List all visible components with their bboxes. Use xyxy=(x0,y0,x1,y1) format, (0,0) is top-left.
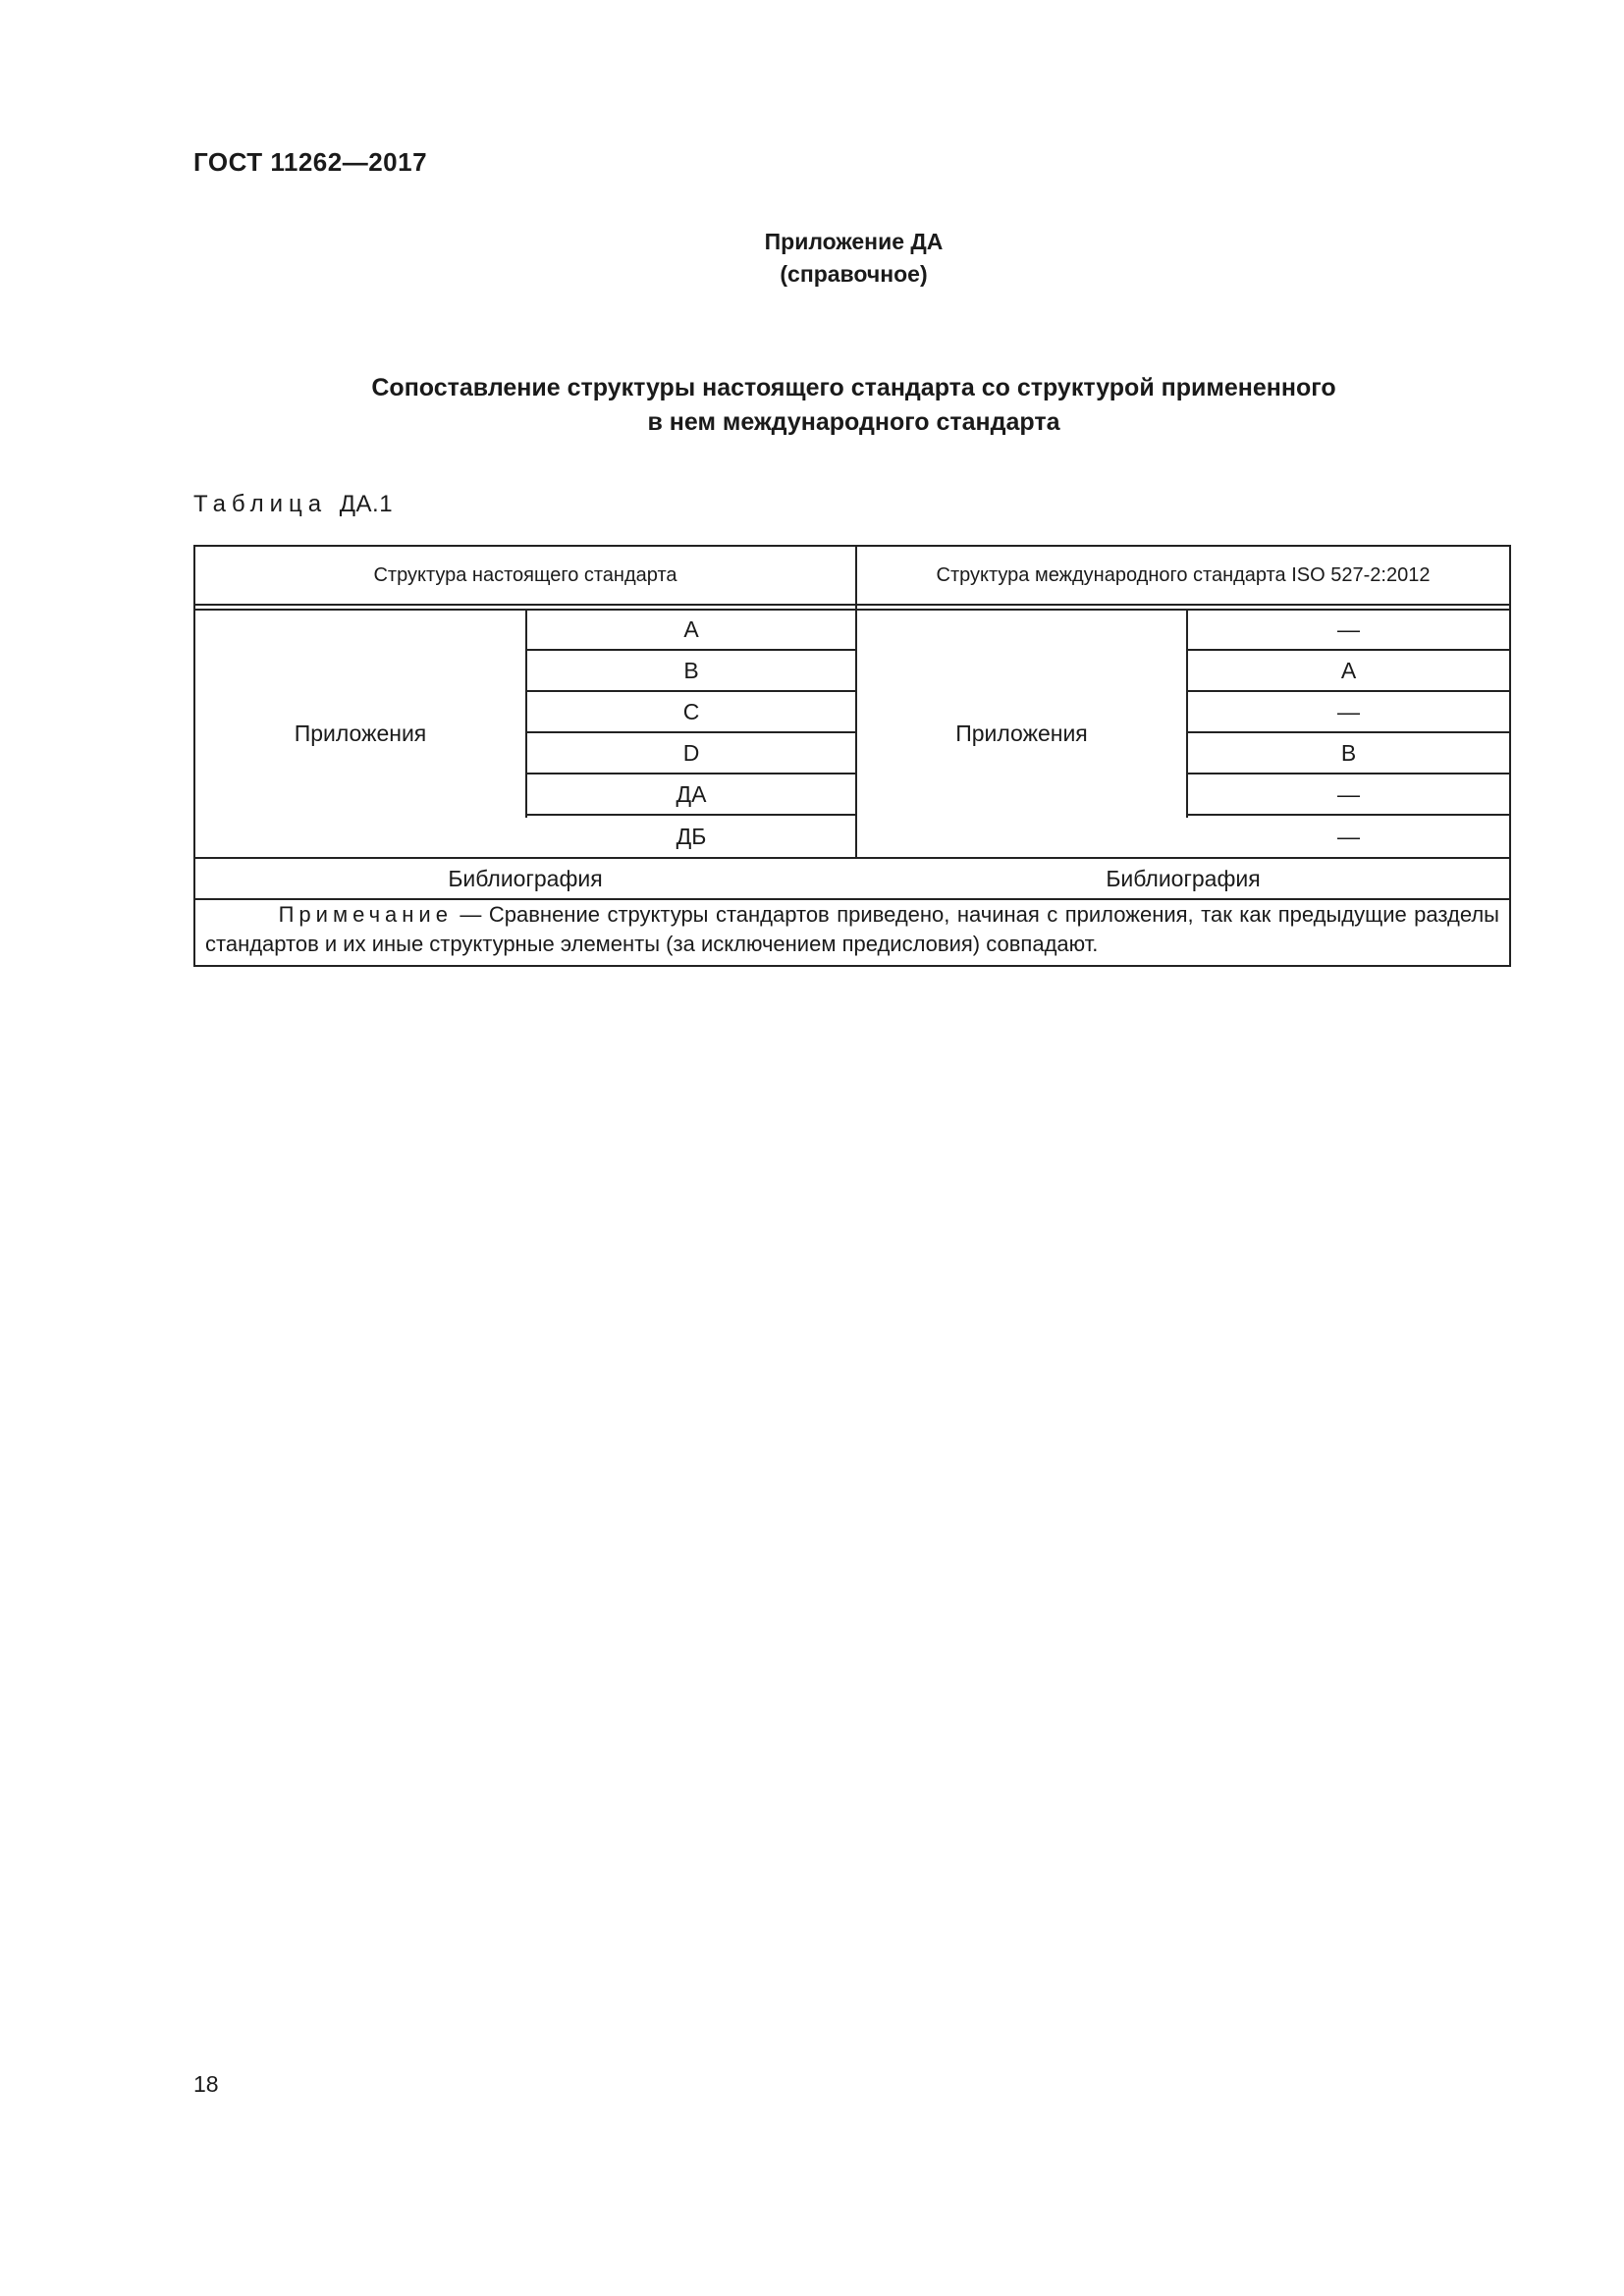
note-label: Примечание xyxy=(278,902,453,927)
bibliography-right: Библиография xyxy=(1106,865,1261,891)
right-item: В xyxy=(1340,739,1357,766)
document-code: ГОСТ 11262—2017 xyxy=(193,147,428,177)
left-item: А xyxy=(683,616,699,642)
right-item: — xyxy=(1337,698,1360,724)
appendix-subtitle: (справочное) xyxy=(780,261,928,287)
table-note xyxy=(205,900,1499,959)
note-text: — Сравнение структуры стандартов приведено, начиная с приложения, так как предыдущие разделы стандартов и их иные структурные элементы (за исключением предисловия) совпадают. xyxy=(205,902,1499,956)
table-caption-label: Таблица xyxy=(193,491,328,517)
main-heading-line-2: в нем международного стандарта xyxy=(647,408,1060,436)
left-item: ДА xyxy=(676,780,707,807)
appendix-title: Приложение ДА xyxy=(764,229,944,254)
header-right: Структура международного стандарта ISO 527-2:2012 xyxy=(936,563,1431,586)
bibliography-left: Библиография xyxy=(448,865,603,891)
main-heading-line-1: Сопоставление структуры настоящего стандарта со структурой примененного xyxy=(371,374,1336,401)
right-item: — xyxy=(1337,616,1360,642)
appendix-title-block xyxy=(0,226,1624,291)
main-heading xyxy=(0,371,1624,440)
right-item: А xyxy=(1340,657,1357,683)
right-item: — xyxy=(1337,780,1360,807)
header-rule-top xyxy=(195,604,1509,606)
left-item: D xyxy=(682,739,700,766)
left-item: ДБ xyxy=(676,823,707,849)
right-item: — xyxy=(1337,823,1360,849)
page-number: 18 xyxy=(193,2071,219,2097)
left-item: В xyxy=(683,657,699,683)
table-caption-number: ДА.1 xyxy=(339,491,394,517)
left-item: С xyxy=(682,698,700,724)
table-caption xyxy=(193,491,393,518)
structure-comparison-table xyxy=(193,545,1511,967)
group-left: Приложения xyxy=(294,721,427,746)
group-right: Приложения xyxy=(955,721,1088,746)
header-left: Структура настоящего стандарта xyxy=(373,563,677,586)
